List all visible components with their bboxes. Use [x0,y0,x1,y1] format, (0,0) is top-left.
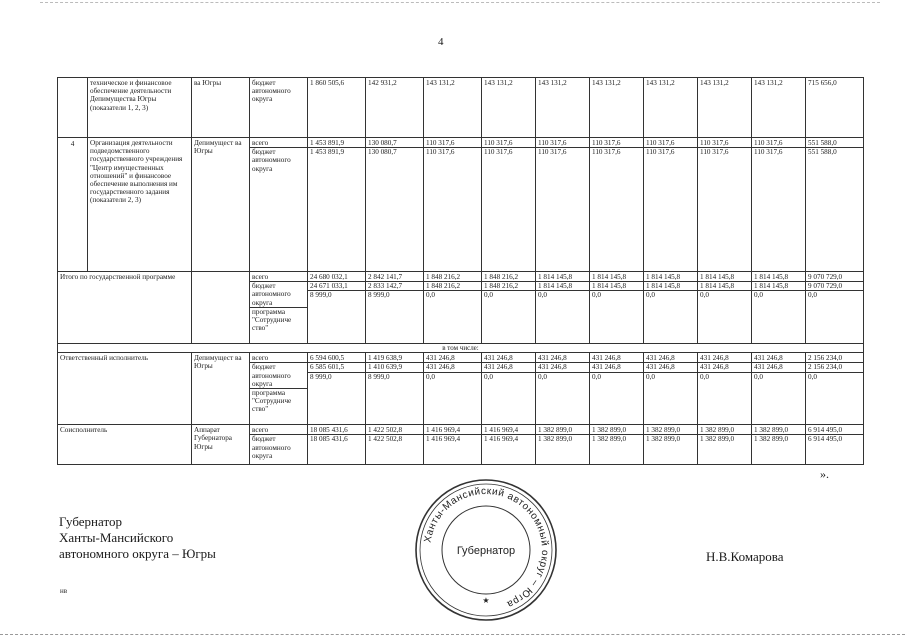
amount-cell-line: 1 814 145,8 [592,273,627,281]
amount-cell-line: 130 080,7 [366,147,423,156]
amount-cell-line: 110 317,6 [426,139,455,147]
amount-cell-line: 0,0 [752,372,805,381]
amount-cell-line: 110 317,6 [644,147,697,156]
amount-cell [366,425,424,465]
amount-cell-line: 1 419 638,9 [368,354,403,363]
amount-cell-line: 0,0 [536,290,589,299]
amount-cell [482,425,536,465]
amount-cell-line: 0,0 [698,290,751,299]
funding-source [250,272,308,344]
amount-cell-line: 1 382 899,0 [754,426,789,435]
amount-cell-line: 9 070 729,0 [808,273,843,281]
amount-cell [536,272,590,344]
page-number: 4 [438,36,444,48]
amount-cell [590,78,644,138]
official-seal-icon [413,477,559,623]
amount-cell-line: 1 453 891,9 [310,139,345,147]
amount-cell-line: 6 914 495,0 [808,426,843,435]
amount-cell [806,138,864,272]
amount-cell-line: 143 131,2 [592,79,621,87]
funding-source-line: бюджет автономного округа [250,281,307,307]
amount-cell [644,138,698,272]
amount-cell [536,353,590,425]
funding-source-line: бюджет автономного округа [250,147,307,173]
amount-cell-line: 1 422 502,8 [368,426,403,435]
amount-cell-line: 110 317,6 [424,147,481,156]
table-row [58,138,864,272]
amount-cell [806,353,864,425]
amount-cell-line: 715 656,0 [808,79,837,87]
amount-cell-line: 0,0 [698,372,751,381]
amount-cell [698,425,752,465]
amount-cell [644,353,698,425]
executor [192,272,250,344]
amount-cell-line: 142 931,2 [368,79,397,87]
amount-cell [590,353,644,425]
row-number: 4 [58,138,88,272]
amount-cell-line: 0,0 [424,372,481,381]
executor-initials: нв [60,587,68,595]
amount-cell-line: 431 246,8 [590,362,643,371]
executor: Депимущест ва Югры [192,353,250,425]
amount-cell-line: 1 848 216,2 [484,273,519,281]
amount-cell-line: 431 246,8 [424,362,481,371]
amount-cell [806,272,864,344]
measure-name: Соисполнитель [58,425,192,465]
amount-cell-line: 110 317,6 [752,147,805,156]
amount-cell [536,138,590,272]
amount-cell [752,425,806,465]
amount-cell-line: 1 814 145,8 [538,273,573,281]
funding-source-line: программа "Сотрудниче ство" [250,307,307,333]
amount-cell-line: 1 382 899,0 [752,434,805,443]
amount-cell [424,78,482,138]
amount-cell-line: 2 156 234,0 [806,362,863,371]
amount-cell-line: 24 680 032,1 [310,273,348,281]
amount-cell [366,78,424,138]
table-row [58,344,864,353]
amount-cell-line: 110 317,6 [538,139,567,147]
amount-cell [424,138,482,272]
amount-cell-line: 1 814 145,8 [644,281,697,290]
amount-cell-line: 110 317,6 [536,147,589,156]
amount-cell [590,425,644,465]
amount-cell-line: 1 416 969,4 [424,434,481,443]
amount-cell-line: 1 382 899,0 [592,426,627,435]
amount-cell-line: 1 860 505,6 [310,79,345,87]
amount-cell-line: 110 317,6 [700,139,729,147]
amount-cell-line: 431 246,8 [536,362,589,371]
scan-edge-top [40,2,880,3]
funding-source-line: программа "Сотрудниче ство" [250,388,307,414]
amount-cell [698,272,752,344]
executor: ва Югры [192,78,250,138]
amount-cell-line: 1 848 216,2 [424,281,481,290]
amount-cell [644,78,698,138]
funding-source-line: бюджет автономного округа [252,79,291,104]
amount-cell [806,425,864,465]
amount-cell-line: 431 246,8 [426,354,455,363]
amount-cell-line: 110 317,6 [698,147,751,156]
amount-cell-line: 431 246,8 [698,362,751,371]
amount-cell [752,353,806,425]
amount-cell-line: 1 848 216,2 [482,281,535,290]
amount-cell [308,353,366,425]
amount-cell-line: 1 814 145,8 [754,273,789,281]
amount-cell-line: 0,0 [482,372,535,381]
amount-cell-line: 1 453 891,9 [308,147,365,156]
amount-cell-line: 110 317,6 [590,147,643,156]
amount-cell-line: 143 131,2 [426,79,455,87]
amount-cell-line: 0,0 [752,290,805,299]
amount-cell-line: 0,0 [590,372,643,381]
amount-cell [590,272,644,344]
measure-name: Итого по государственной программе [58,272,192,344]
in-that-number: в том числе: [58,344,864,353]
amount-cell-line: 551 588,0 [808,139,837,147]
amount-cell-line: 1 416 969,4 [426,426,461,435]
amount-cell-line: 1 814 145,8 [698,281,751,290]
executor: Аппарат Губернатора Югры [192,425,250,465]
table-row [58,353,864,425]
table-row [58,272,864,344]
amount-cell-line: 110 317,6 [646,139,675,147]
amount-cell-line: 431 246,8 [538,354,567,363]
amount-cell-line: 2 842 141,7 [368,273,403,281]
amount-cell-line: 1 422 502,8 [366,434,423,443]
amount-cell-line: 2 833 142,7 [366,281,423,290]
seal-ring-text: Ханты-Мансийский автономный округ – Югра [422,485,551,610]
amount-cell-line: 1 410 639,9 [366,362,423,371]
signer-name: Н.В.Комарова [706,549,784,564]
amount-cell-line: 431 246,8 [754,354,783,363]
table-row [58,78,864,138]
seal-star-icon: ★ [482,596,490,605]
amount-cell-line: 431 246,8 [644,362,697,371]
amount-cell-line: 110 317,6 [482,147,535,156]
amount-cell-line: 431 246,8 [700,354,729,363]
amount-cell-line: 0,0 [644,372,697,381]
amount-cell-line: 0,0 [644,290,697,299]
budget-table [57,77,864,465]
amount-cell-line: 143 131,2 [754,79,783,87]
amount-cell-line: 431 246,8 [484,354,513,363]
amount-cell-line: 110 317,6 [754,139,783,147]
amount-cell [366,353,424,425]
seal-center-text: Губернатор [456,545,516,557]
signer-region-2: автономного округа – Югры [59,546,216,561]
funding-source-line: всего [252,354,269,363]
amount-cell-line: 1 814 145,8 [590,281,643,290]
amount-cell-line: 0,0 [482,290,535,299]
amount-cell-line: 143 131,2 [484,79,513,87]
amount-cell-line: 143 131,2 [700,79,729,87]
amount-cell-line: 0,0 [424,290,481,299]
amount-cell [806,78,864,138]
amount-cell-line: 1 382 899,0 [646,426,681,435]
amount-cell-line: 18 085 431,6 [310,426,348,435]
amount-cell [308,272,366,344]
amount-cell [424,272,482,344]
amount-cell-line: 24 671 033,1 [308,281,365,290]
amount-cell-line: 1 814 145,8 [536,281,589,290]
amount-cell [536,78,590,138]
funding-source [250,138,308,272]
amount-cell [424,425,482,465]
amount-cell-line: 2 156 234,0 [808,354,843,363]
amount-cell [366,272,424,344]
funding-source-line: бюджет автономного округа [250,362,307,388]
amount-cell-line: 110 317,6 [484,139,513,147]
amount-cell-line: 8 999,0 [308,372,365,381]
amount-cell-line: 1 382 899,0 [700,426,735,435]
row-number [58,78,88,138]
amount-cell-line: 143 131,2 [538,79,567,87]
amount-cell [366,138,424,272]
amount-cell-line: 0,0 [590,290,643,299]
amount-cell [482,78,536,138]
amount-cell-line: 1 814 145,8 [700,273,735,281]
amount-cell-line: 8 999,0 [366,372,423,381]
amount-cell-line: 0,0 [536,372,589,381]
amount-cell [308,78,366,138]
amount-cell-line: 8 999,0 [308,290,365,299]
funding-source-line: всего [252,426,269,435]
amount-cell [308,138,366,272]
amount-cell [752,272,806,344]
amount-cell-line: 1 848 216,2 [426,273,461,281]
amount-cell-line: 431 246,8 [646,354,675,363]
amount-cell-line: 0,0 [806,290,863,299]
funding-source [250,353,308,425]
amount-cell-line: 431 246,8 [752,362,805,371]
amount-cell [482,272,536,344]
amount-cell [308,425,366,465]
table-row [58,425,864,465]
amount-cell-line: 551 588,0 [806,147,863,156]
scan-edge-bottom [0,634,905,635]
amount-cell [424,353,482,425]
measure-name: Организация деятельности подведомственного государственного учреждения "Центр имущественных отношений" и финансовое обеспечение выполнения им государственного задания (показатели 2, 3) [88,138,192,272]
amount-cell-line: 1 382 899,0 [698,434,751,443]
amount-cell-line: 6 585 601,5 [308,362,365,371]
signer-region: Ханты-Мансийского [59,530,174,545]
funding-source-line: всего [252,273,269,281]
signature-block [59,514,216,562]
funding-source [250,78,308,138]
amount-cell-line: 1 416 969,4 [484,426,519,435]
amount-cell-line: 1 382 899,0 [590,434,643,443]
amount-cell [752,78,806,138]
executor: Депимущест ва Югры [192,138,250,272]
amount-cell [644,425,698,465]
amount-cell-line: 1 814 145,8 [752,281,805,290]
amount-cell-line: 431 246,8 [482,362,535,371]
amount-cell-line: 110 317,6 [592,139,621,147]
amount-cell-line: 6 914 495,0 [806,434,863,443]
signer-title: Губернатор [59,514,122,529]
amount-cell-line: 8 999,0 [366,290,423,299]
amount-cell-line: 143 131,2 [646,79,675,87]
funding-source [250,425,308,465]
amount-cell-line: 1 382 899,0 [644,434,697,443]
measure-name: Ответственный исполнитель [58,353,192,425]
amount-cell-line: 0,0 [806,372,863,381]
amount-cell [482,353,536,425]
amount-cell-line: 6 594 600,5 [310,354,345,363]
measure-name: техническое и финансовое обеспечение деятельности Депимущества Югры (показатели 1, 2, 3) [88,78,192,138]
amount-cell [698,353,752,425]
amount-cell [482,138,536,272]
amount-cell [644,272,698,344]
amount-cell-line: 9 070 729,0 [806,281,863,290]
amount-cell-line: 431 246,8 [592,354,621,363]
amount-cell-line: 1 416 969,4 [482,434,535,443]
amount-cell [590,138,644,272]
amount-cell [536,425,590,465]
amount-cell [698,78,752,138]
amount-cell [698,138,752,272]
funding-source-line: бюджет автономного округа [250,434,307,460]
funding-source-line: всего [252,139,269,147]
closing-quote: ». [820,467,829,481]
amount-cell-line: 1 382 899,0 [538,426,573,435]
amount-cell-line: 18 085 431,6 [308,434,365,443]
amount-cell-line: 130 080,7 [368,139,397,147]
amount-cell-line: 1 814 145,8 [646,273,681,281]
amount-cell [752,138,806,272]
amount-cell-line: 1 382 899,0 [536,434,589,443]
